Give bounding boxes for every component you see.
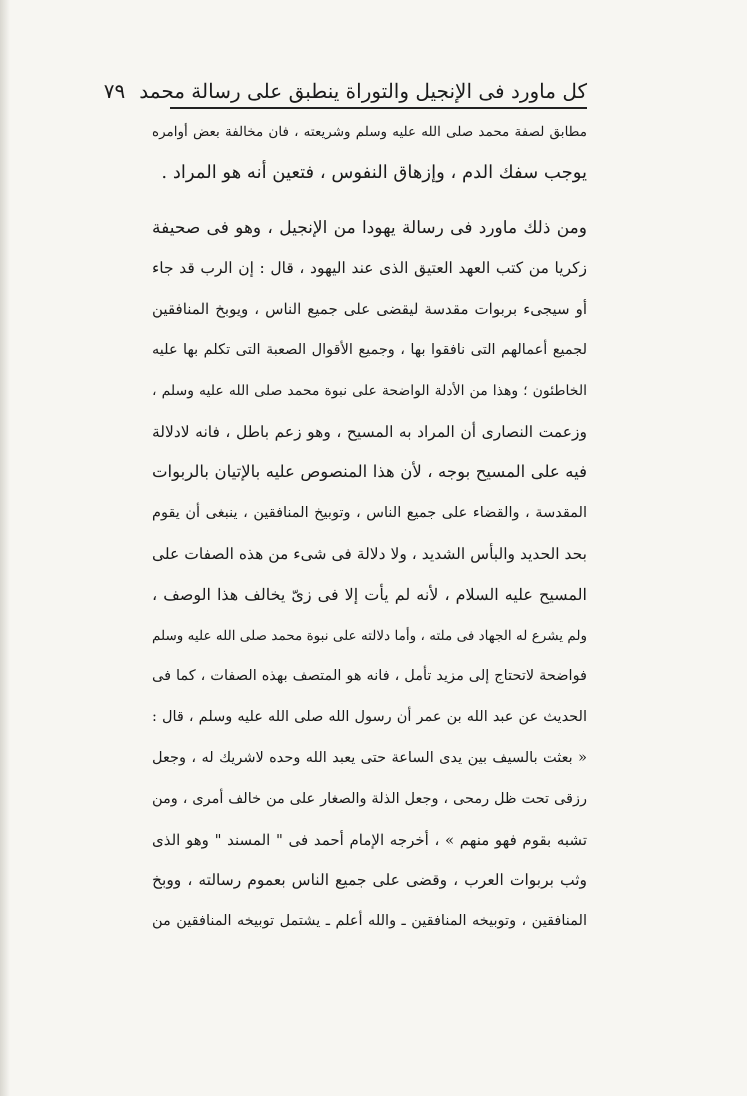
text-line: زكريا من كتب العهد العتيق الذى عند اليهود ، قال : إن الرب قد جاء <box>152 259 587 278</box>
text-line: المسيح عليه السلام ، لأنه لم يأت إلا فى زىّ يخالف هذا الوصف ، <box>152 584 587 604</box>
header-rule <box>170 107 587 109</box>
text-line: ولم يشرع له الجهاد فى ملته ، وأما دلالته على نبوة محمد صلى الله عليه وسلم <box>152 627 587 644</box>
text-line: مطابق لصفة محمد صلى الله عليه وسلم وشريعته ، فان مخالفة بعض أوامره <box>152 124 587 140</box>
text-line: رزقى تحت ظل رمحى ، وجعل الذلة والصغار على من خالف أمرى ، ومن <box>152 790 587 807</box>
text-line: المقدسة ، والقضاء على جميع الناس ، وتوبيخ المنافقين ، ينبغى أن يقوم <box>152 505 587 522</box>
text-line: الحديث عن عبد الله بن عمر أن رسول الله صلى الله عليه وسلم ، قال : <box>152 709 587 726</box>
text-line: المنافقين ، وتوبيخه المنافقين ـ والله أعلم ـ يشتمل توبيخه المنافقين من <box>152 913 587 930</box>
paragraph-2 <box>152 208 587 942</box>
text-line: وزعمت النصارى أن المراد به المسيح ، وهو زعم باطل ، فانه لادلالة <box>152 422 587 441</box>
page-binding-shadow <box>0 0 10 1096</box>
page-number: ٧٩ <box>103 79 126 103</box>
text-line: بحد الحديد والبأس الشديد ، ولا دلالة فى شىء من هذه الصفات على <box>152 544 587 563</box>
running-header <box>103 62 587 106</box>
text-line: « بعثت بالسيف بين يدى الساعة حتى يعبد الله وحده لاشريك له ، وجعل <box>152 749 587 766</box>
text-line: ومن ذلك ماورد فى رسالة يهودا من الإنجيل ، وهو فى صحيفة <box>152 217 587 238</box>
page-body <box>152 112 587 942</box>
running-header-title: كل ماورد فى الإنجيل والتوراة ينطبق على رسالة محمد <box>139 79 587 103</box>
text-line: لجميع أعمالهم التى نافقوا بها ، وجميع الأقوال الصعبة التى تكلم بها عليه <box>152 341 587 358</box>
text-line: تشبه بقوم فهو منهم » ، أخرجه الإمام أحمد فى " المسند " وهو الذى <box>152 830 587 849</box>
text-line: الخاطئون ؛ وهذا من الأدلة الواضحة على نبوة محمد صلى الله عليه وسلم ، <box>152 382 587 399</box>
text-line: يوجب سفك الدم ، وإزهاق النفوس ، فتعين أنه هو المراد . <box>161 161 587 183</box>
text-line: وثب بربوات العرب ، وقضى على جميع الناس بعموم رسالته ، ووبخ <box>152 871 587 890</box>
paragraph-1 <box>152 112 587 194</box>
text-line: فواضحة لاتحتاج إلى مزيد تأمل ، فانه هو المتصف بهذه الصفات ، كما فى <box>152 668 587 685</box>
text-line: أو سيجىء بربوات مقدسة ليقضى على جميع الناس ، ويوبخ المنافقين <box>152 300 587 319</box>
text-line: فيه على المسيح بوجه ، لأن هذا المنصوص عليه بالإتيان بالربوات <box>152 462 587 482</box>
